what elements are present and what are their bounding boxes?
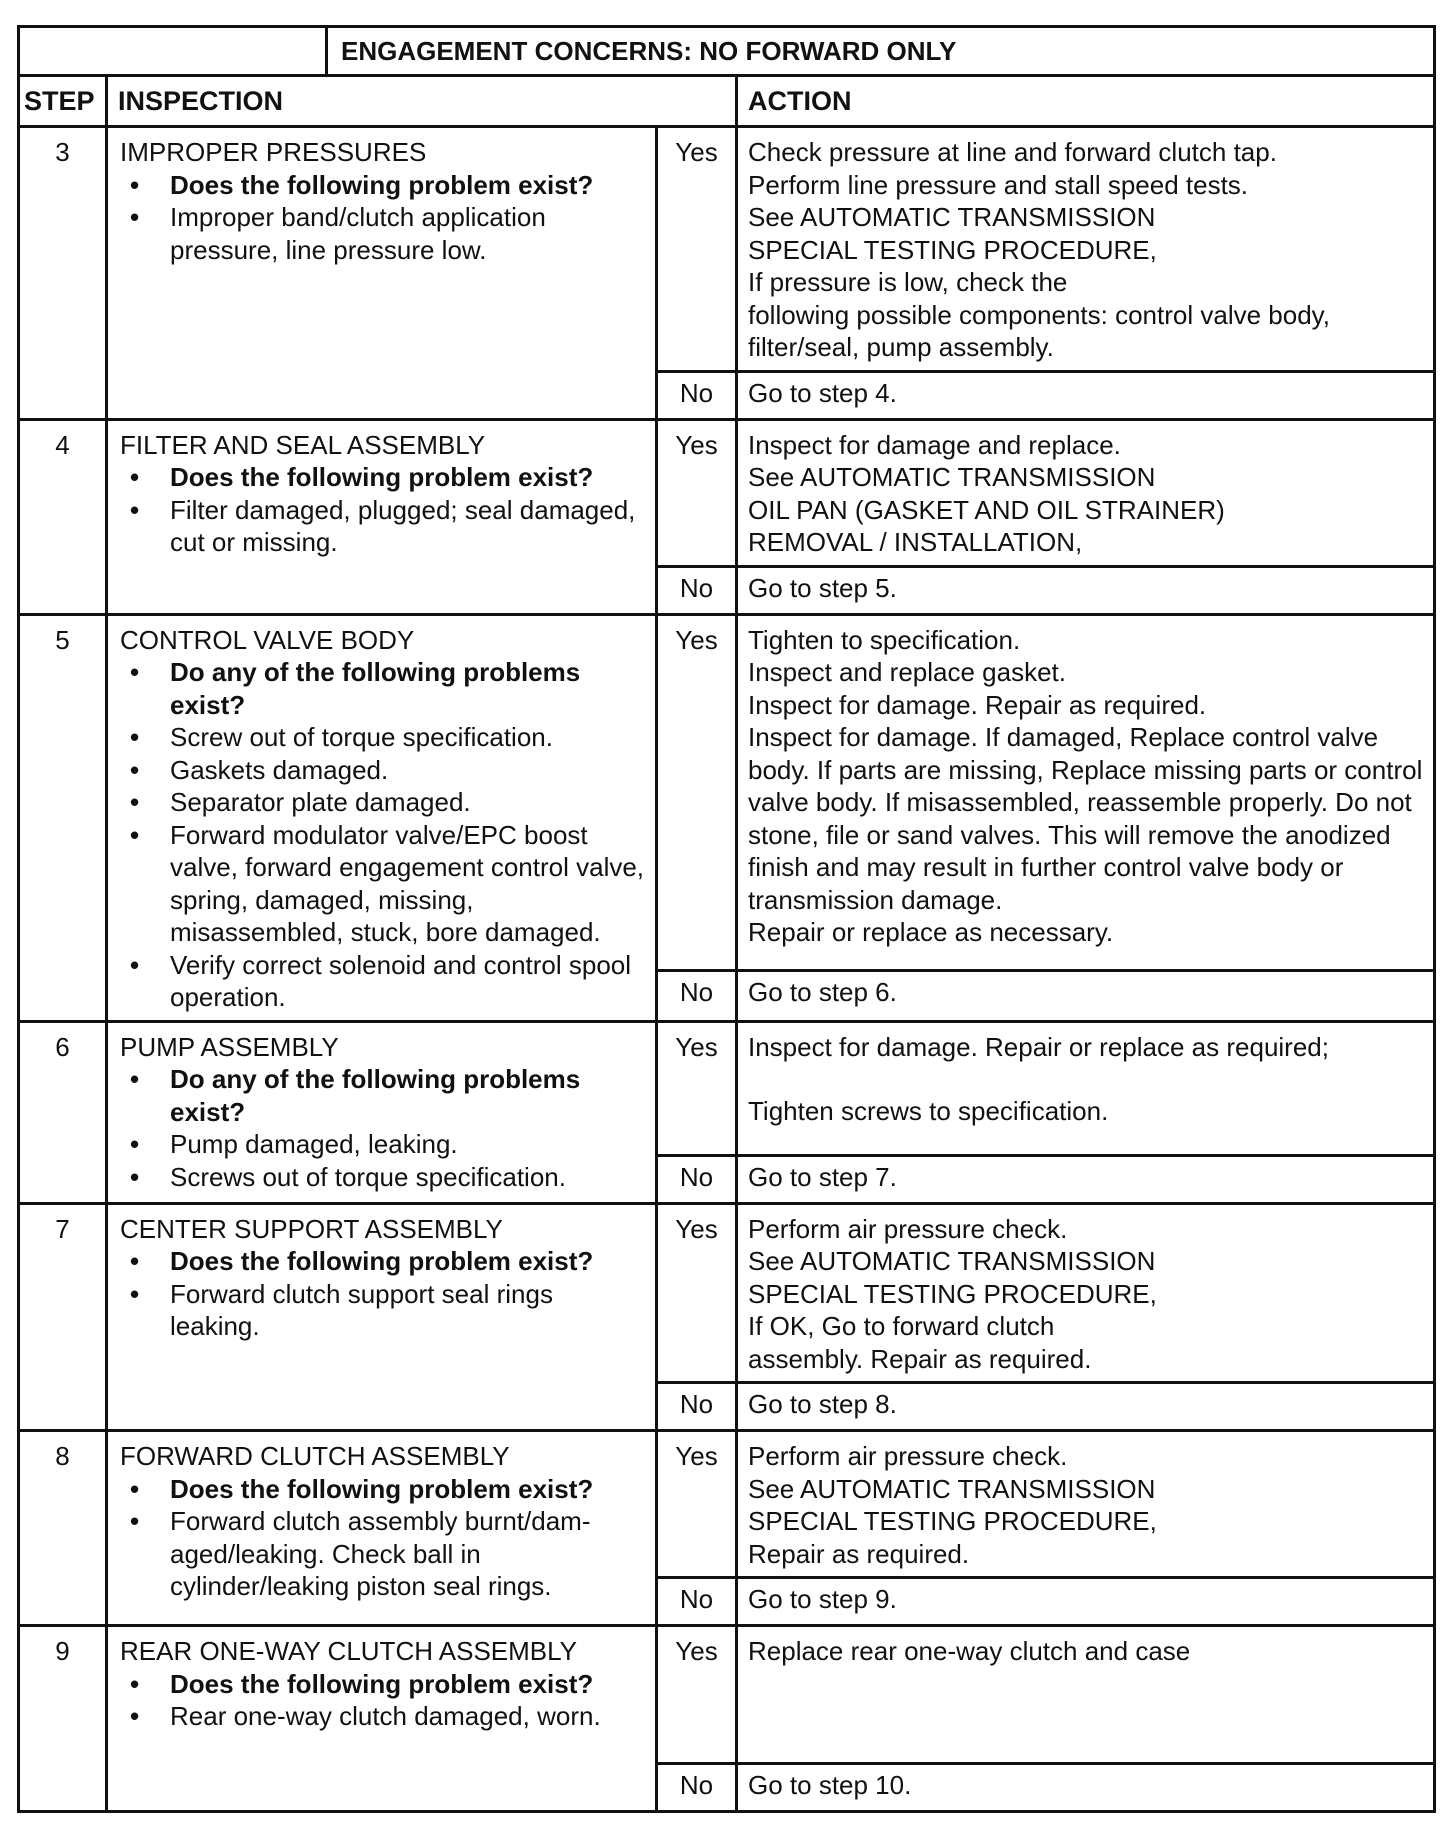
yes-label: Yes [657, 1431, 737, 1578]
inspection-item: • Separator plate damaged. [120, 786, 645, 819]
step-number: 4 [19, 419, 107, 614]
inspection-question: • Does the following problem exist? [120, 1245, 645, 1278]
inspection-cell [107, 127, 657, 420]
no-label: No [657, 1578, 737, 1626]
yes-action-cell [737, 127, 1435, 372]
troubleshooting-document [17, 25, 1433, 1813]
inspection-list [120, 1473, 645, 1603]
yes-action-line: Inspect for damage. Repair or replace as required; [748, 1031, 1329, 1062]
no-label: No [657, 971, 737, 1021]
inspection-item: • Screw out of torque specification. [120, 721, 645, 754]
inspection-question: • Does the following problem exist? [120, 1473, 645, 1506]
yes-label: Yes [657, 1626, 737, 1764]
step-row [19, 1431, 1435, 1578]
yes-action-line: Inspect for damage. Repair as required. [748, 689, 1207, 720]
yes-action-line: Perform air pressure check. [748, 1441, 1068, 1471]
inspection-item: • Pump damaged, leaking. [120, 1128, 645, 1161]
column-header-row [19, 76, 1435, 127]
inspection-item: • Forward clutch support seal rings leaking. [120, 1278, 645, 1343]
yes-action-line: See AUTOMATIC TRANSMISSION [748, 202, 1156, 232]
no-action: Go to step 8. [737, 1383, 1435, 1431]
inspection-title: FORWARD CLUTCH ASSEMBLY [120, 1441, 510, 1471]
yes-action-line: Replace rear one-way clutch and case [748, 1636, 1191, 1666]
yes-action-line: See AUTOMATIC TRANSMISSION [748, 462, 1156, 492]
inspection-title: REAR ONE-WAY CLUTCH ASSEMBLY [120, 1636, 578, 1666]
inspection-list [120, 1245, 645, 1343]
inspection-list [120, 1668, 645, 1733]
yes-action-cell [737, 614, 1435, 971]
yes-action-line: See AUTOMATIC TRANSMISSION [748, 1246, 1156, 1276]
yes-label: Yes [657, 614, 737, 971]
step-number: 5 [19, 614, 107, 1021]
yes-label: Yes [657, 1021, 737, 1155]
inspection-title: IMPROPER PRESSURES [120, 137, 427, 167]
no-action: Go to step 7. [737, 1155, 1435, 1203]
no-action: Go to step 9. [737, 1578, 1435, 1626]
yes-action-line: See AUTOMATIC TRANSMISSION [748, 1473, 1156, 1504]
inspection-list [120, 656, 645, 1014]
inspection-item: • Verify correct solenoid and control spool operation. [120, 949, 645, 1014]
step-row [19, 1203, 1435, 1383]
yes-action-line: If OK, Go to forward clutch [748, 1311, 1055, 1341]
yes-action-line: assembly. Repair as required. [748, 1343, 1092, 1374]
step-number: 6 [19, 1021, 107, 1203]
step-number: 7 [19, 1203, 107, 1431]
step-number: 3 [19, 127, 107, 420]
yes-action-line: SPECIAL TESTING PROCEDURE, [748, 1506, 1157, 1536]
inspection-cell [107, 1021, 657, 1203]
yes-label: Yes [657, 419, 737, 566]
no-label: No [657, 1383, 737, 1431]
header-inspection: INSPECTION [107, 76, 737, 127]
yes-action-cell [737, 1021, 1435, 1155]
inspection-item: • Filter damaged, plugged; seal damaged, cut or missing. [120, 494, 645, 559]
inspection-title: FILTER AND SEAL ASSEMBLY [120, 429, 486, 460]
inspection-list [120, 461, 645, 559]
yes-action-line: Tighten to specification. [748, 624, 1021, 655]
table-title-cell [327, 27, 1435, 76]
yes-action-line: following possible components: control valve body, filter/seal, pump assembly. [748, 299, 1330, 362]
inspection-cell [107, 614, 657, 1021]
inspection-cell [107, 1203, 657, 1431]
no-label: No [657, 566, 737, 614]
yes-action-line: Repair or replace as necessary. [748, 917, 1114, 947]
inspection-question: • Do any of the following problems exist? [120, 1063, 645, 1128]
yes-action-line: SPECIAL TESTING PROCEDURE, [748, 234, 1157, 265]
no-label: No [657, 1155, 737, 1203]
inspection-title: CONTROL VALVE BODY [120, 624, 415, 655]
no-action: Go to step 4. [737, 371, 1435, 419]
inspection-list [120, 1063, 645, 1193]
inspection-cell [107, 419, 657, 614]
inspection-item: • Gaskets damaged. [120, 754, 645, 787]
step-row [19, 614, 1435, 971]
step-row [19, 419, 1435, 566]
yes-action-line: If pressure is low, check the [748, 267, 1068, 297]
yes-action-line: Perform line pressure and stall speed tests. [748, 169, 1249, 200]
inspection-question: • Does the following problem exist? [120, 169, 645, 202]
inspection-list [120, 169, 645, 267]
yes-action-line: REMOVAL / INSTALLATION, [748, 527, 1083, 557]
inspection-cell [107, 1431, 657, 1626]
no-action: Go to step 10. [737, 1764, 1435, 1812]
step-row [19, 1626, 1435, 1764]
inspection-cell [107, 1626, 657, 1812]
inspection-title: PUMP ASSEMBLY [120, 1031, 339, 1062]
inspection-question: • Does the following problem exist? [120, 461, 645, 494]
step-row [19, 1021, 1435, 1155]
table-title-row [19, 27, 1435, 76]
table-title: ENGAGEMENT CONCERNS: NO FORWARD ONLY [341, 35, 957, 66]
yes-action-line: Inspect for damage and replace. [748, 429, 1121, 460]
engagement-concerns-table [17, 25, 1436, 1813]
step-number: 8 [19, 1431, 107, 1626]
yes-action-line: Inspect and replace gasket. [748, 657, 1066, 687]
yes-label: Yes [657, 1203, 737, 1383]
yes-action-line: Check pressure at line and forward clutch tap. [748, 137, 1277, 167]
header-action: ACTION [737, 76, 1435, 127]
yes-action-line: OIL PAN (GASKET AND OIL STRAINER) [748, 494, 1225, 525]
inspection-item: • Forward clutch assembly burnt/dam-aged/leaking. Check ball in cylinder/leaking piston seal rings. [120, 1505, 645, 1603]
no-label: No [657, 1764, 737, 1812]
yes-action-line: SPECIAL TESTING PROCEDURE, [748, 1278, 1157, 1309]
yes-action-line [748, 1063, 1425, 1095]
yes-label: Yes [657, 127, 737, 372]
inspection-item: • Rear one-way clutch damaged, worn. [120, 1700, 645, 1733]
yes-action-line: Tighten screws to specification. [748, 1096, 1109, 1126]
yes-action-cell [737, 419, 1435, 566]
inspection-question: • Do any of the following problems exist? [120, 656, 645, 721]
no-label: No [657, 371, 737, 419]
yes-action-line: Repair as required. [748, 1538, 970, 1569]
inspection-item: • Forward modulator valve/EPC boost valve, forward engagement control valve, spring, damaged, missing, misassembled, stuck, bore damaged. [120, 819, 645, 949]
inspection-item: • Improper band/clutch application pressure, line pressure low. [120, 201, 645, 266]
no-action: Go to step 6. [737, 971, 1435, 1021]
yes-action-line: Inspect for damage. If damaged, Replace control valve body. If parts are missing, Replace missing parts or control valve body. If misassembled, reassemble properly. Do not stone, file or sand valves. This will remove the anodized finish and may result in further control valve body or transmission damage. [748, 722, 1423, 915]
inspection-title: CENTER SUPPORT ASSEMBLY [120, 1213, 503, 1244]
yes-action-cell [737, 1431, 1435, 1578]
title-blank-cell [19, 27, 327, 76]
yes-action-line: Perform air pressure check. [748, 1213, 1068, 1244]
step-number: 9 [19, 1626, 107, 1812]
inspection-question: • Does the following problem exist? [120, 1668, 645, 1701]
yes-action-cell [737, 1626, 1435, 1764]
no-action: Go to step 5. [737, 566, 1435, 614]
step-row [19, 127, 1435, 372]
header-step: STEP [19, 76, 107, 127]
inspection-item: • Screws out of torque specification. [120, 1161, 645, 1194]
yes-action-cell [737, 1203, 1435, 1383]
